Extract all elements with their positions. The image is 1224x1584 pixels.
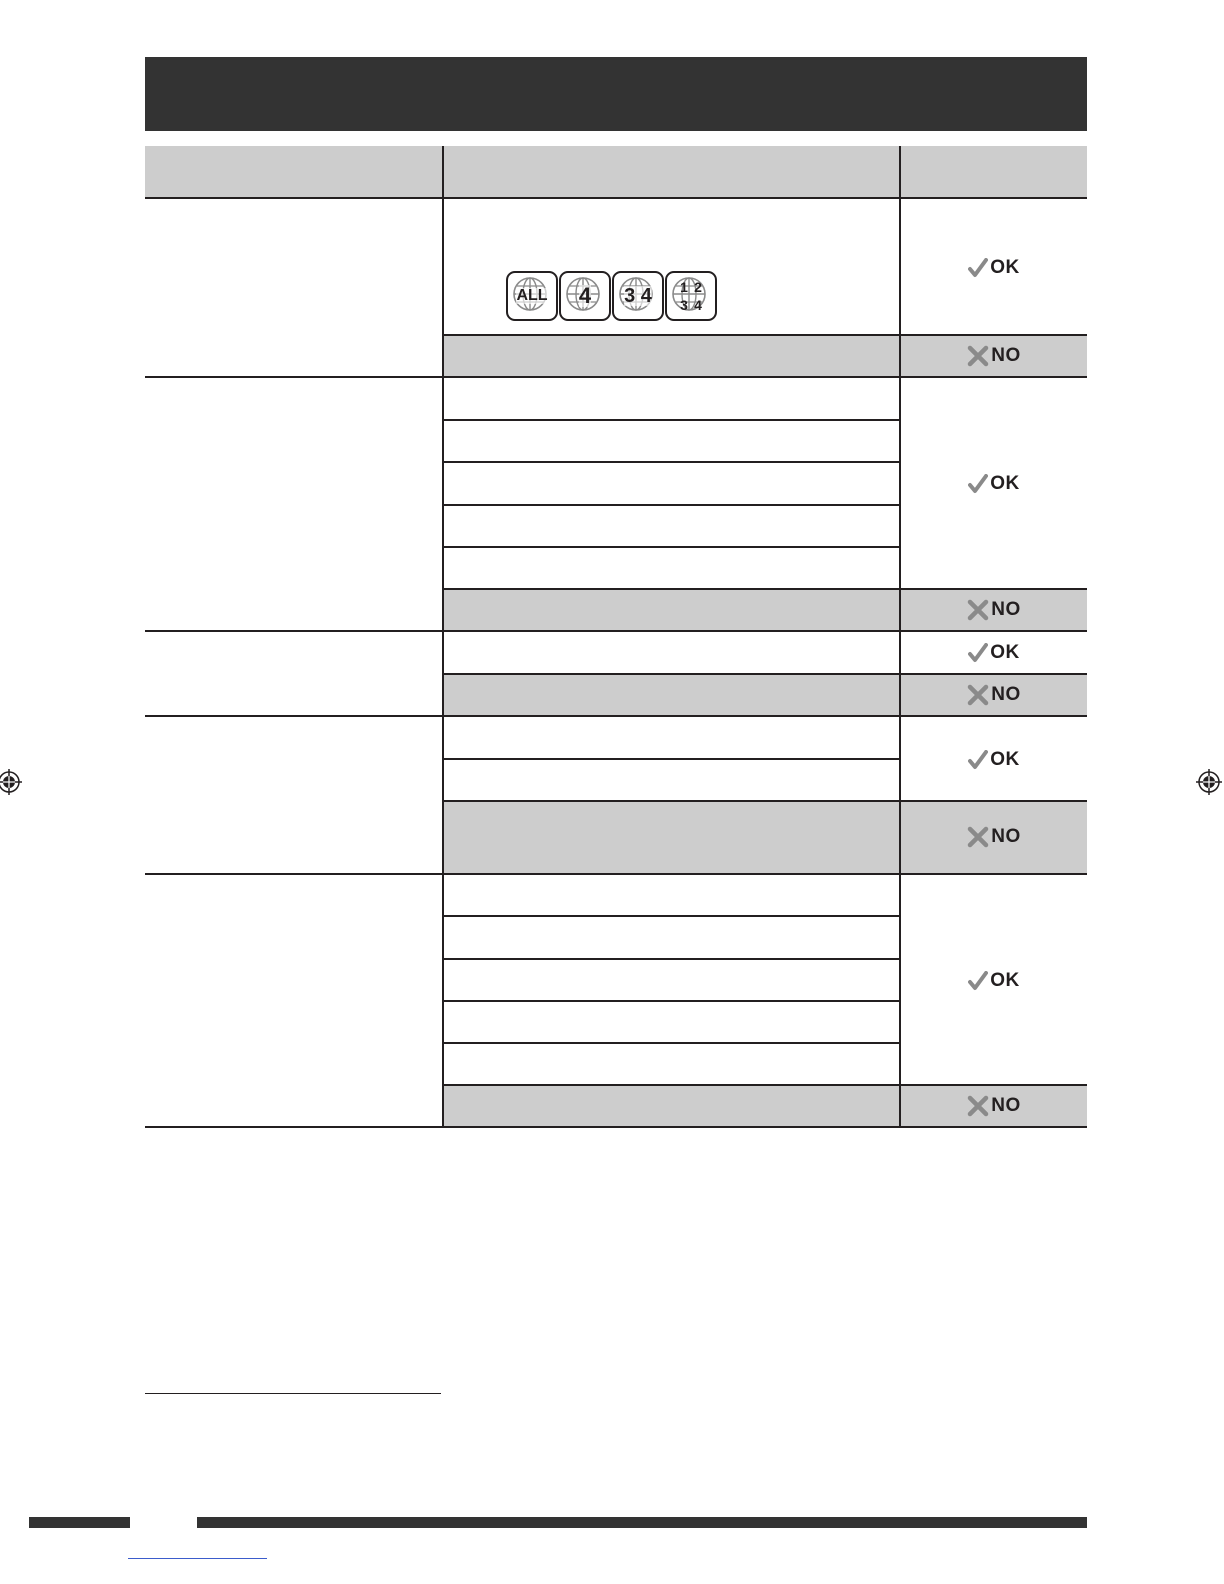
no-status bbox=[901, 338, 1087, 374]
table-rule bbox=[145, 873, 1087, 875]
ok-status bbox=[901, 635, 1087, 671]
cross-icon bbox=[967, 599, 989, 621]
table-rule bbox=[444, 758, 899, 760]
table-rule bbox=[444, 1000, 899, 1002]
page-link-underline bbox=[128, 1558, 267, 1559]
header-cell-2 bbox=[444, 146, 899, 198]
table-rule bbox=[145, 197, 1087, 199]
region-code: 4 bbox=[578, 283, 592, 308]
no-label: NO bbox=[991, 1095, 1021, 1116]
no-status bbox=[901, 677, 1087, 713]
title-bar bbox=[145, 57, 1087, 131]
cross-icon bbox=[967, 345, 989, 367]
region-code-grid bbox=[677, 278, 705, 314]
registration-mark-icon bbox=[0, 769, 22, 795]
region-badge-1234 bbox=[665, 271, 717, 321]
table-rule bbox=[444, 958, 899, 960]
no-label: NO bbox=[991, 684, 1021, 705]
table-rule bbox=[145, 1126, 1087, 1128]
registration-mark-icon bbox=[1196, 769, 1222, 795]
footnote-rule bbox=[145, 1393, 441, 1394]
table-rule bbox=[444, 800, 1087, 802]
region-badge-34 bbox=[612, 271, 664, 321]
ok-label: OK bbox=[990, 473, 1020, 494]
ok-status bbox=[901, 963, 1087, 999]
column-divider bbox=[442, 146, 444, 1128]
ok-label: OK bbox=[990, 257, 1020, 278]
table-rule bbox=[145, 630, 1087, 632]
check-icon bbox=[968, 258, 988, 278]
table-rule bbox=[444, 1042, 899, 1044]
ok-status bbox=[901, 250, 1087, 286]
ok-label: OK bbox=[990, 749, 1020, 770]
cross-icon bbox=[967, 826, 989, 848]
no-label: NO bbox=[991, 826, 1021, 847]
no-status bbox=[901, 1088, 1087, 1124]
region-badge-all bbox=[506, 271, 558, 321]
ok-label: OK bbox=[990, 642, 1020, 663]
table-rule bbox=[444, 546, 899, 548]
no-status bbox=[901, 819, 1087, 855]
table-rule bbox=[145, 376, 1087, 378]
header-cell-1 bbox=[145, 146, 442, 198]
table-rule bbox=[145, 715, 1087, 717]
table-rule bbox=[444, 334, 1087, 336]
cross-icon bbox=[967, 1095, 989, 1117]
region-badge-4 bbox=[559, 271, 611, 321]
region-code: 3 bbox=[680, 297, 688, 313]
table-rule bbox=[444, 1084, 1087, 1086]
region-code: ALL bbox=[516, 287, 548, 304]
region-code: 2 bbox=[694, 279, 702, 295]
no-label: NO bbox=[991, 345, 1021, 366]
check-icon bbox=[968, 971, 988, 991]
check-icon bbox=[968, 643, 988, 663]
table-rule bbox=[444, 504, 899, 506]
table-rule bbox=[444, 673, 1087, 675]
footer-bar-right bbox=[197, 1517, 1087, 1528]
no-label: NO bbox=[991, 599, 1021, 620]
header-cell-3 bbox=[901, 146, 1087, 198]
region-code: 1 bbox=[680, 279, 688, 295]
footer-bar-left bbox=[29, 1517, 130, 1528]
table-rule bbox=[444, 588, 1087, 590]
region-code: 4 bbox=[694, 297, 702, 313]
region-code: 3 4 bbox=[624, 285, 652, 307]
ok-status bbox=[901, 742, 1087, 778]
table-rule bbox=[444, 419, 899, 421]
cross-icon bbox=[967, 684, 989, 706]
ok-label: OK bbox=[990, 970, 1020, 991]
check-icon bbox=[968, 750, 988, 770]
check-icon bbox=[968, 474, 988, 494]
table-rule bbox=[444, 461, 899, 463]
table-rule bbox=[444, 915, 899, 917]
ok-status bbox=[901, 466, 1087, 502]
no-status bbox=[901, 592, 1087, 628]
